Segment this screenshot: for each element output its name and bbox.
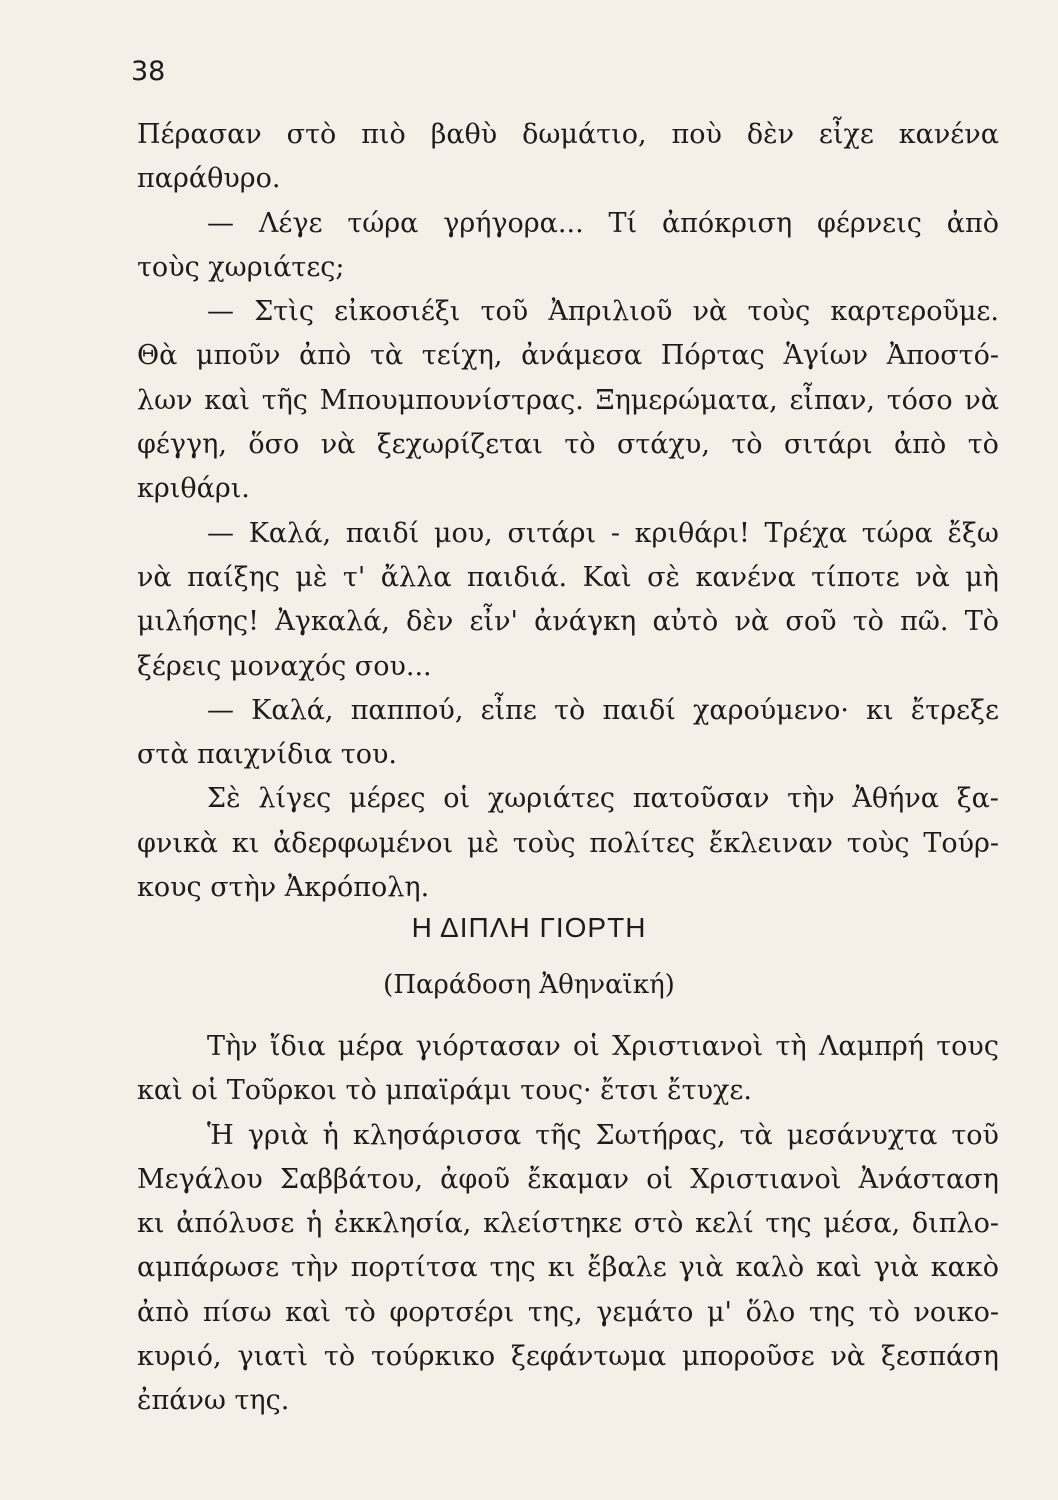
text-line: κριθάρι. <box>137 473 250 505</box>
paragraph-block-story <box>137 1025 999 1424</box>
text-word: γιόρτασαν <box>415 1031 561 1062</box>
text-word: της <box>808 1296 856 1328</box>
text-word: τῆς <box>535 1119 582 1151</box>
text-word: παίξης <box>187 561 280 593</box>
text-word: ἐκκλησία, <box>334 1208 472 1240</box>
text-word: τούρκικο <box>371 1341 496 1373</box>
text-word: φέρνεις <box>816 207 922 239</box>
text-word: ἄλλα <box>380 561 452 593</box>
text-word: νὰ <box>692 296 728 328</box>
text-word: τὰ <box>369 340 404 372</box>
text-word: παιδί <box>345 517 420 549</box>
text-word: Χριστιανοὶ <box>690 1163 842 1195</box>
text-word: τίποτε <box>811 561 900 593</box>
text-word: τώρα <box>861 517 933 549</box>
section-title: Η ΔΙΠΛΗ ΓΙΟΡΤΗ <box>411 912 647 943</box>
text-word: κλησάρισσα <box>352 1119 522 1151</box>
text-word: ἡ <box>322 1119 339 1151</box>
text-word: ἔβαλε <box>587 1252 667 1284</box>
text-word: τὰ <box>739 1119 773 1151</box>
text-word: της <box>489 1252 536 1284</box>
text-word: εἰκοσιέξι <box>334 296 461 328</box>
section-subtitle: (Παράδοση Ἀθηναϊκή) <box>383 970 675 1000</box>
text-word: σὲ <box>647 561 681 593</box>
text-line <box>137 202 999 246</box>
text-word: τὸ <box>967 429 999 461</box>
text-word: γιὰ <box>678 1252 724 1284</box>
text-word: ὅλο <box>745 1296 796 1328</box>
text-word: νὰ <box>964 384 999 416</box>
text-word: κυριό, <box>137 1341 222 1373</box>
text-word: ξεχωρίζεται <box>376 429 543 461</box>
text-line <box>137 1158 999 1202</box>
text-line: ξέρεις μοναχός σου... <box>137 650 432 682</box>
text-word: τὸ <box>344 1296 376 1328</box>
text-word: — <box>207 694 234 726</box>
text-word: καὶ <box>816 1252 862 1284</box>
text-word: — <box>207 296 234 328</box>
text-word: μέσα, <box>823 1208 901 1240</box>
text-word: στάχυ, <box>616 429 710 461</box>
text-word: εἶπαν, <box>789 384 875 416</box>
text-line <box>137 1202 999 1246</box>
text-word: ξεφάντωμα <box>510 1341 667 1373</box>
text-word: γιατὶ <box>237 1341 308 1373</box>
text-word: Ἀπριλιοῦ <box>548 296 673 328</box>
text-word: μποῦν <box>196 340 281 372</box>
text-word: ξεσπάση <box>881 1341 999 1373</box>
text-word: βαθὺ <box>430 119 498 150</box>
text-word: τὸ <box>323 1341 356 1373</box>
text-word: τὴν <box>787 783 835 815</box>
text-line <box>137 556 999 600</box>
text-line <box>137 777 999 821</box>
text-word: — <box>207 207 234 239</box>
text-word: μιλήσης! <box>137 606 260 638</box>
text-line <box>137 1246 999 1290</box>
text-line <box>137 822 999 866</box>
text-line <box>137 1335 999 1379</box>
text-word: Τούρ- <box>923 827 999 859</box>
text-word: ἀπὸ <box>894 429 947 461</box>
text-word: Τὴν <box>207 1031 258 1062</box>
text-word: παιδί <box>602 694 676 726</box>
text-word: παιδιά. <box>466 561 568 593</box>
text-word: δωμάτιο, <box>522 119 647 150</box>
text-word: ἡ <box>306 1208 323 1240</box>
text-line: καὶ οἱ Τοῦρκοι τὸ μπαϊράμι τους· ἔτσι ἔτυχε. <box>137 1075 752 1107</box>
text-word: λίγες <box>258 783 332 815</box>
text-word: τείχη, <box>421 340 503 372</box>
text-line <box>137 379 999 423</box>
text-word: φνικὰ <box>137 827 219 859</box>
text-word: τὸ <box>868 1296 900 1328</box>
text-word: κριθάρι! <box>634 517 750 549</box>
text-word: τὸ <box>731 429 763 461</box>
text-word: Τί <box>608 207 638 239</box>
text-word: νὰ <box>320 429 356 461</box>
text-word: Πόρτας <box>660 340 765 372</box>
text-word: διπλο- <box>911 1208 999 1240</box>
text-word: οἱ <box>573 1031 600 1062</box>
text-word: ξα- <box>956 783 999 815</box>
text-word: Πέρασαν <box>137 119 262 150</box>
text-word: νὰ <box>830 1341 866 1373</box>
text-word: τὴ <box>775 1031 807 1062</box>
text-word: φέγγη, <box>137 429 227 461</box>
text-word: κι <box>137 1208 165 1240</box>
text-word: χωριάτες <box>487 783 615 815</box>
text-word: πολίτες <box>589 827 696 859</box>
text-word: ἀνάγκη <box>534 606 637 638</box>
text-word: ἀνάμεσα <box>521 340 643 372</box>
text-word: αὐτὸ <box>652 606 719 638</box>
text-word: κελί <box>695 1208 754 1240</box>
text-word: τοὺς <box>747 296 811 328</box>
text-word: Ἡ <box>207 1119 234 1151</box>
text-word: πατοῦσαν <box>632 783 770 815</box>
text-word: Ἀνάσταση <box>858 1163 999 1195</box>
text-word: γρήγορα... <box>443 207 584 239</box>
text-word: Μεγάλου <box>137 1163 263 1195</box>
text-word: σιτάρι <box>783 429 873 461</box>
text-word: αμπάρωσε <box>137 1252 280 1284</box>
text-word: κανένα <box>898 119 999 150</box>
text-word: κι <box>866 694 894 726</box>
text-word: κακὸ <box>930 1252 999 1284</box>
text-word: της, <box>527 1296 583 1328</box>
text-word: νοικο- <box>913 1296 999 1328</box>
text-word: τους <box>936 1031 999 1062</box>
text-word: καρτεροῦμε. <box>830 296 999 328</box>
text-word: τ' <box>342 561 366 593</box>
text-word: φορτσέρι <box>389 1296 515 1328</box>
text-word: ἔξω <box>947 517 999 549</box>
text-word: ἔτρεξε <box>910 694 999 726</box>
text-word: πίσω <box>202 1296 272 1328</box>
text-word: κανένα <box>695 561 796 593</box>
text-word: καὶ <box>285 1296 331 1328</box>
text-word: τὸ <box>564 429 596 461</box>
text-word: ἀδερφωμένοι <box>273 827 454 859</box>
text-word: Τὸ <box>964 606 999 638</box>
text-line: ἐπάνω της. <box>137 1385 290 1417</box>
text-word: τοῦ <box>480 296 529 328</box>
text-word: τὸ <box>554 694 586 726</box>
text-word: γεμάτο <box>596 1296 694 1328</box>
text-word: μου, <box>433 517 493 549</box>
text-word: γριὰ <box>247 1119 309 1151</box>
text-word: Καλά, <box>248 517 332 549</box>
text-word: ἔκαμαν <box>527 1163 629 1195</box>
text-line: κους στὴν Ἀκρόπολη. <box>137 872 430 904</box>
text-word: ἴδια <box>269 1031 326 1062</box>
text-word: Καλά, <box>251 694 334 726</box>
text-word: πορτίτσα <box>350 1252 478 1284</box>
text-word: μεσάνυχτα <box>786 1119 938 1151</box>
text-word: εἶχε <box>818 119 874 150</box>
text-word: τὸ <box>852 606 884 638</box>
text-word: τώρα <box>347 207 419 239</box>
text-word: Ἁγίων <box>783 340 869 372</box>
text-word: καλὸ <box>735 1252 805 1284</box>
text-word: παππού, <box>350 694 464 726</box>
text-word: μὲ <box>295 561 328 593</box>
text-line <box>137 1114 999 1158</box>
text-line <box>137 423 999 467</box>
text-word: Σὲ <box>207 783 241 815</box>
text-line: στὰ παιχνίδια του. <box>137 739 397 771</box>
text-word: μποροῦσε <box>682 1341 815 1373</box>
text-word: — <box>207 517 234 549</box>
text-word: νὰ <box>915 561 950 593</box>
text-word: κλείστηκε <box>483 1208 623 1240</box>
text-word: γιὰ <box>873 1252 919 1284</box>
text-word: σιτάρι <box>507 517 597 549</box>
text-word: ἀπὸ <box>299 340 352 372</box>
text-word: Ἀγκαλά, <box>275 606 390 638</box>
text-word: πιὸ <box>361 119 406 150</box>
text-word: τοὺς <box>846 827 910 859</box>
text-word: εἶν' <box>469 606 518 638</box>
text-line <box>137 689 999 733</box>
text-word: Λέγε <box>258 207 323 239</box>
text-word: ἀπὸ <box>946 207 999 239</box>
text-word: ὅσο <box>248 429 300 461</box>
text-word: Θὰ <box>137 340 178 372</box>
text-word: ἀπόκριση <box>661 207 793 239</box>
text-word: λων <box>137 384 193 416</box>
text-word: δὲν <box>406 606 454 638</box>
text-word: τοὺς <box>512 827 576 859</box>
text-word: ἀφοῦ <box>440 1163 510 1195</box>
text-line <box>137 1025 999 1069</box>
text-word: Καὶ <box>582 561 632 593</box>
text-word: χαρούμενο· <box>693 694 849 726</box>
text-line <box>137 1291 999 1335</box>
text-word: Ξημερώματα, <box>595 384 778 416</box>
text-word: Λαμπρή <box>818 1031 924 1062</box>
text-word: οἱ <box>646 1163 674 1195</box>
text-word: μ' <box>706 1296 732 1328</box>
text-word: τῆς <box>261 384 308 416</box>
text-word: στὸ <box>633 1208 684 1240</box>
text-word: μὴ <box>965 561 999 593</box>
text-word: τὴν <box>291 1252 339 1284</box>
paragraph-block-dialogue <box>137 113 999 910</box>
text-word: Σωτήρας, <box>595 1119 726 1151</box>
text-word: τοῦ <box>951 1119 999 1151</box>
text-word: Ἀποστό- <box>886 340 999 372</box>
text-word: δὲν <box>746 119 794 150</box>
text-word: - <box>610 517 620 549</box>
text-word: μὲ <box>466 827 499 859</box>
text-line <box>137 290 999 334</box>
text-word: κι <box>547 1252 576 1284</box>
text-word: μέρες <box>349 783 426 815</box>
text-line: παράθυρο. <box>137 163 281 195</box>
text-line <box>137 512 999 556</box>
text-word: τόσο <box>886 384 953 416</box>
text-line: τοὺς χωριάτες; <box>137 251 345 283</box>
page-number: 38 <box>131 56 166 87</box>
text-word: Μπουμπουνίστρας. <box>319 384 584 416</box>
text-word: νὰ <box>137 561 172 593</box>
text-word: Τρέχα <box>764 517 847 549</box>
text-line <box>137 113 999 157</box>
text-word: Στὶς <box>254 296 314 328</box>
text-word: ἀπὸ <box>137 1296 190 1328</box>
text-word: Χριστιανοὶ <box>612 1031 764 1062</box>
text-word: σοῦ <box>785 606 837 638</box>
text-word: στὸ <box>286 119 337 150</box>
text-word: ἔκλειναν <box>708 827 833 859</box>
text-word: κι <box>231 827 260 859</box>
text-word: μέρα <box>337 1031 404 1062</box>
text-word: πῶ. <box>900 606 949 638</box>
text-line <box>137 600 999 644</box>
text-word: ποὺ <box>671 119 722 150</box>
text-word: καὶ <box>204 384 250 416</box>
text-word: της <box>765 1208 812 1240</box>
text-line <box>137 334 999 378</box>
text-word: Σαββάτου, <box>280 1163 423 1195</box>
text-word: ἀπόλυσε <box>176 1208 295 1240</box>
text-word: Ἀθήνα <box>852 783 939 815</box>
text-word: νὰ <box>734 606 770 638</box>
text-word: εἶπε <box>480 694 537 726</box>
text-word: οἱ <box>443 783 471 815</box>
